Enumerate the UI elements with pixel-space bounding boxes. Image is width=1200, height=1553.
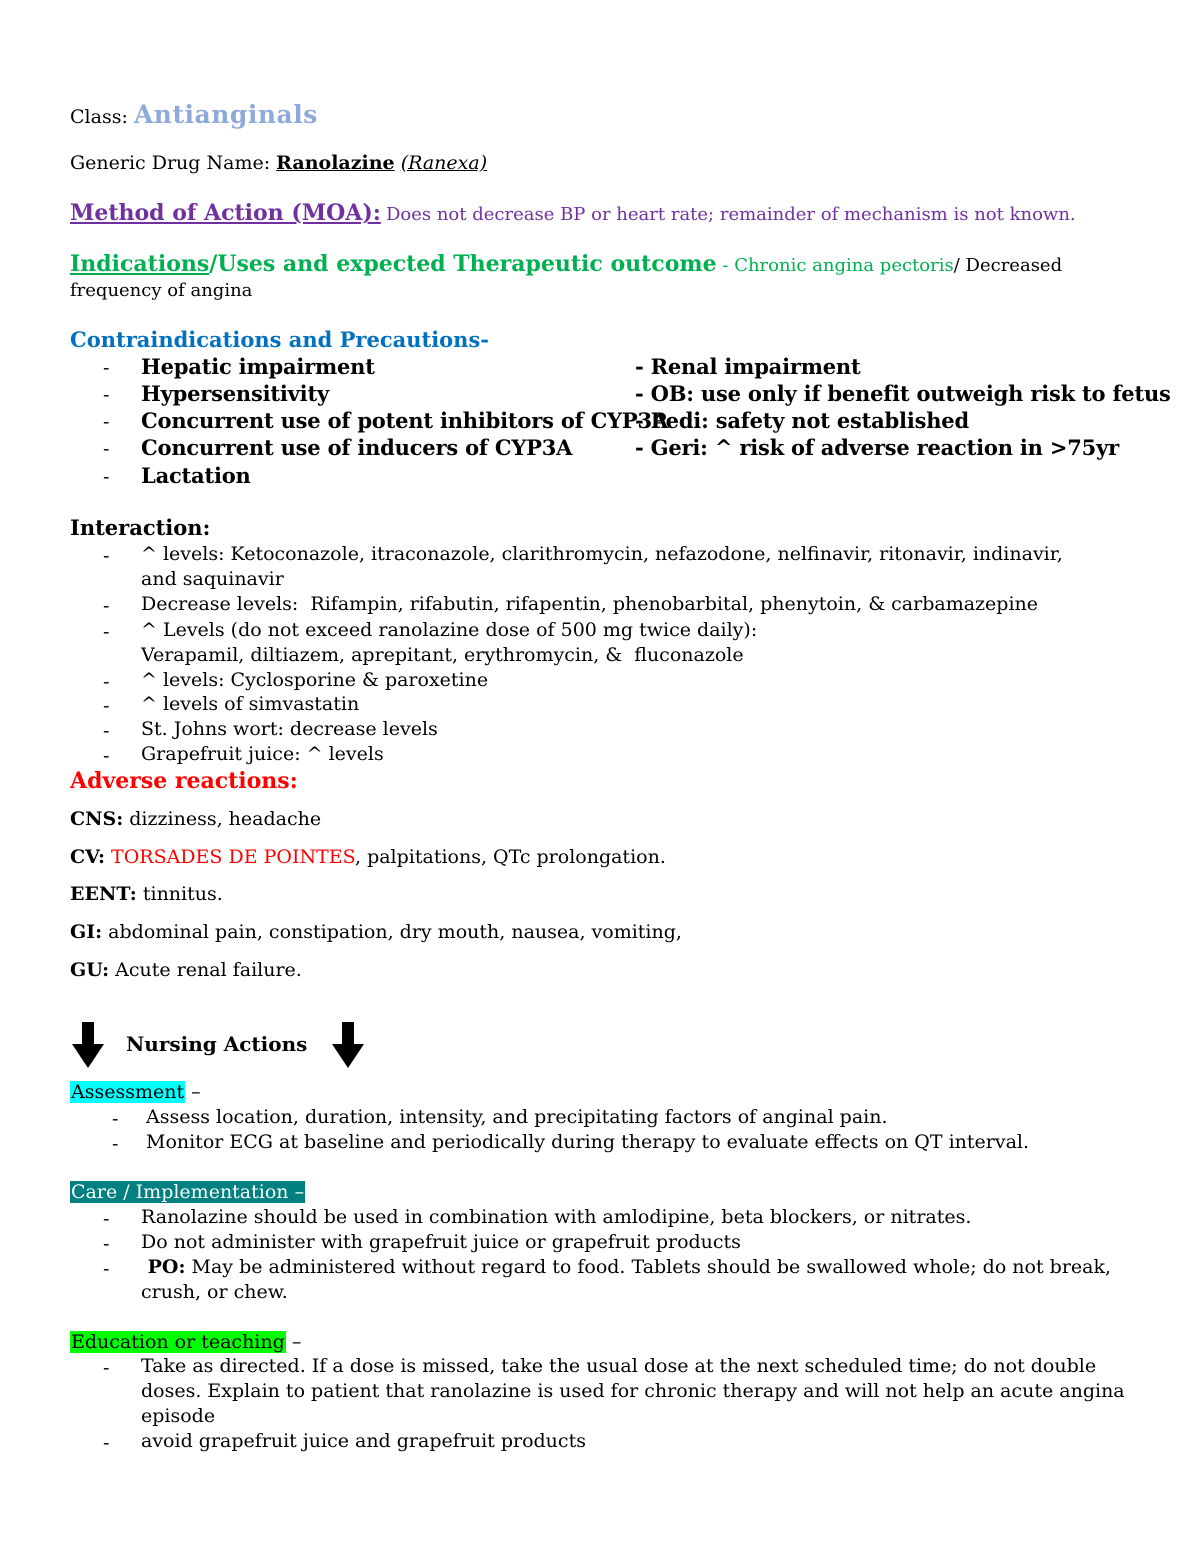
bullet-dash: - bbox=[103, 745, 110, 767]
education-item-cont: episode bbox=[141, 1405, 216, 1427]
indications-sep: / bbox=[209, 251, 218, 277]
bullet-dash: - bbox=[103, 1432, 110, 1454]
interaction-item-cont: Verapamil, diltiazem, aprepitant, erythromycin, & fluconazole bbox=[141, 644, 744, 666]
bullet-dash: - bbox=[103, 438, 110, 460]
bullet-dash: - bbox=[103, 384, 110, 406]
brand-value: (Ranexa) bbox=[400, 152, 488, 174]
generic-label: Generic Drug Name: bbox=[70, 152, 271, 174]
moa-label: Method of Action (MOA): bbox=[70, 200, 381, 226]
contra-right-item: - Geri: ^ risk of adverse reaction in >75yr bbox=[635, 435, 1119, 460]
interaction-item: Decrease levels: Rifampin, rifabutin, rifapentin, phenobarbital, phenytoin, & carbamazepine bbox=[141, 593, 1039, 615]
interaction-item: ^ levels: Ketoconazole, itraconazole, clarithromycin, nefazodone, nelfinavir, ritonavir, indinavir, bbox=[141, 543, 1063, 565]
education-label: Education or teaching bbox=[71, 1331, 285, 1353]
assessment-heading bbox=[70, 1081, 201, 1103]
contra-left-item: Concurrent use of inducers of CYP3A bbox=[141, 435, 573, 460]
generic-name-line bbox=[70, 152, 487, 174]
assessment-suffix: – bbox=[185, 1081, 201, 1103]
education-item: Take as directed. If a dose is missed, take the usual dose at the next scheduled time; do not double bbox=[141, 1355, 1097, 1377]
down-arrow-icon bbox=[330, 1022, 366, 1068]
bullet-dash: - bbox=[103, 1258, 110, 1280]
moa-line bbox=[70, 200, 1076, 226]
bullet-dash: - bbox=[103, 1357, 110, 1379]
indications-dash: - bbox=[716, 255, 735, 276]
bullet-dash: - bbox=[112, 1133, 119, 1155]
eent-label: EENT: bbox=[70, 883, 137, 905]
contraindications-title: Contraindications and Precautions- bbox=[70, 327, 489, 352]
contra-right-item: - Renal impairment bbox=[635, 354, 861, 379]
bullet-dash: - bbox=[103, 357, 110, 379]
bullet-dash: - bbox=[103, 720, 110, 742]
bullet-dash: - bbox=[103, 466, 110, 488]
care-label: Care / Implementation – bbox=[71, 1181, 305, 1203]
interaction-title: Interaction: bbox=[70, 515, 211, 540]
adverse-cns bbox=[70, 808, 321, 830]
po-label: PO: bbox=[141, 1256, 186, 1278]
gu-label: GU: bbox=[70, 959, 110, 981]
contra-left-item: Hypersensitivity bbox=[141, 381, 329, 406]
adverse-gu bbox=[70, 959, 302, 981]
cv-label: CV: bbox=[70, 846, 105, 868]
bullet-dash: - bbox=[103, 1208, 110, 1230]
care-item: Do not administer with grapefruit juice or grapefruit products bbox=[141, 1231, 741, 1253]
down-arrow-icon bbox=[70, 1022, 106, 1068]
class-label: Class: bbox=[70, 106, 128, 128]
indications-green-text: Chronic angina pectoris bbox=[734, 255, 954, 276]
education-suffix: – bbox=[285, 1331, 302, 1353]
contra-left-item: Lactation bbox=[141, 463, 251, 488]
gi-label: GI: bbox=[70, 921, 103, 943]
bullet-dash: - bbox=[103, 671, 110, 693]
assessment-label: Assessment bbox=[71, 1081, 185, 1103]
cv-red-text: TORSADES DE POINTES bbox=[111, 846, 355, 868]
bullet-dash: - bbox=[103, 545, 110, 567]
eent-text: tinnitus. bbox=[136, 883, 223, 905]
indications-line2: frequency of angina bbox=[70, 280, 253, 301]
bullet-dash: - bbox=[103, 621, 110, 643]
interaction-item: ^ levels of simvastatin bbox=[141, 693, 360, 715]
interaction-item: Grapefruit juice: ^ levels bbox=[141, 743, 384, 765]
contra-right-item: - Pedi: safety not established bbox=[635, 408, 969, 433]
bullet-dash: - bbox=[112, 1108, 119, 1130]
adverse-gi bbox=[70, 921, 682, 943]
cns-text: dizziness, headache bbox=[123, 808, 322, 830]
care-po-item bbox=[141, 1256, 1111, 1278]
education-item: avoid grapefruit juice and grapefruit products bbox=[141, 1430, 586, 1452]
contra-right-item: - OB: use only if benefit outweigh risk to fetus bbox=[635, 381, 1171, 406]
interaction-item-cont: and saquinavir bbox=[141, 568, 284, 590]
care-po-item-cont: crush, or chew. bbox=[141, 1281, 288, 1303]
assessment-item: Assess location, duration, intensity, and precipitating factors of anginal pain. bbox=[146, 1106, 888, 1128]
interaction-item: ^ levels: Cyclosporine & paroxetine bbox=[141, 669, 489, 691]
adverse-title: Adverse reactions: bbox=[70, 768, 298, 794]
nursing-actions-title: Nursing Actions bbox=[126, 1032, 308, 1056]
care-heading bbox=[70, 1181, 305, 1203]
moa-text: Does not decrease BP or heart rate; remainder of mechanism is not known. bbox=[385, 204, 1076, 225]
class-line bbox=[70, 100, 318, 129]
po-text: May be administered without regard to food. Tablets should be swallowed whole; do not break, bbox=[185, 1256, 1112, 1278]
contra-left-item: Hepatic impairment bbox=[141, 354, 375, 379]
bullet-dash: - bbox=[103, 695, 110, 717]
care-item: Ranolazine should be used in combination with amlodipine, beta blockers, or nitrates. bbox=[141, 1206, 972, 1228]
contra-left-item: Concurrent use of potent inhibitors of CYP3A bbox=[141, 408, 668, 433]
indications-label: Indications bbox=[70, 251, 210, 277]
education-heading bbox=[70, 1331, 301, 1353]
cv-text: , palpitations, QTc prolongation. bbox=[354, 846, 666, 868]
gi-text: abdominal pain, constipation, dry mouth, nausea, vomiting, bbox=[102, 921, 682, 943]
indications-label-b: Uses and expected Therapeutic outcome bbox=[217, 251, 717, 277]
assessment-item: Monitor ECG at baseline and periodically during therapy to evaluate effects on QT interval. bbox=[146, 1131, 1030, 1153]
adverse-cv bbox=[70, 846, 666, 868]
generic-value: Ranolazine bbox=[276, 152, 395, 174]
gu-text: Acute renal failure. bbox=[109, 959, 302, 981]
interaction-item: St. Johns wort: decrease levels bbox=[141, 718, 438, 740]
education-item-cont: doses. Explain to patient that ranolazine is used for chronic therapy and will not help an acute angina bbox=[141, 1380, 1125, 1402]
class-value: Antianginals bbox=[133, 100, 318, 129]
cns-label: CNS: bbox=[70, 808, 124, 830]
indications-slash: / bbox=[953, 255, 960, 276]
bullet-dash: - bbox=[103, 411, 110, 433]
bullet-dash: - bbox=[103, 595, 110, 617]
adverse-eent bbox=[70, 883, 223, 905]
bullet-dash: - bbox=[103, 1233, 110, 1255]
indications-line bbox=[70, 251, 1062, 277]
indications-black-text: Decreased bbox=[959, 255, 1063, 276]
interaction-item: ^ Levels (do not exceed ranolazine dose of 500 mg twice daily): bbox=[141, 619, 758, 641]
